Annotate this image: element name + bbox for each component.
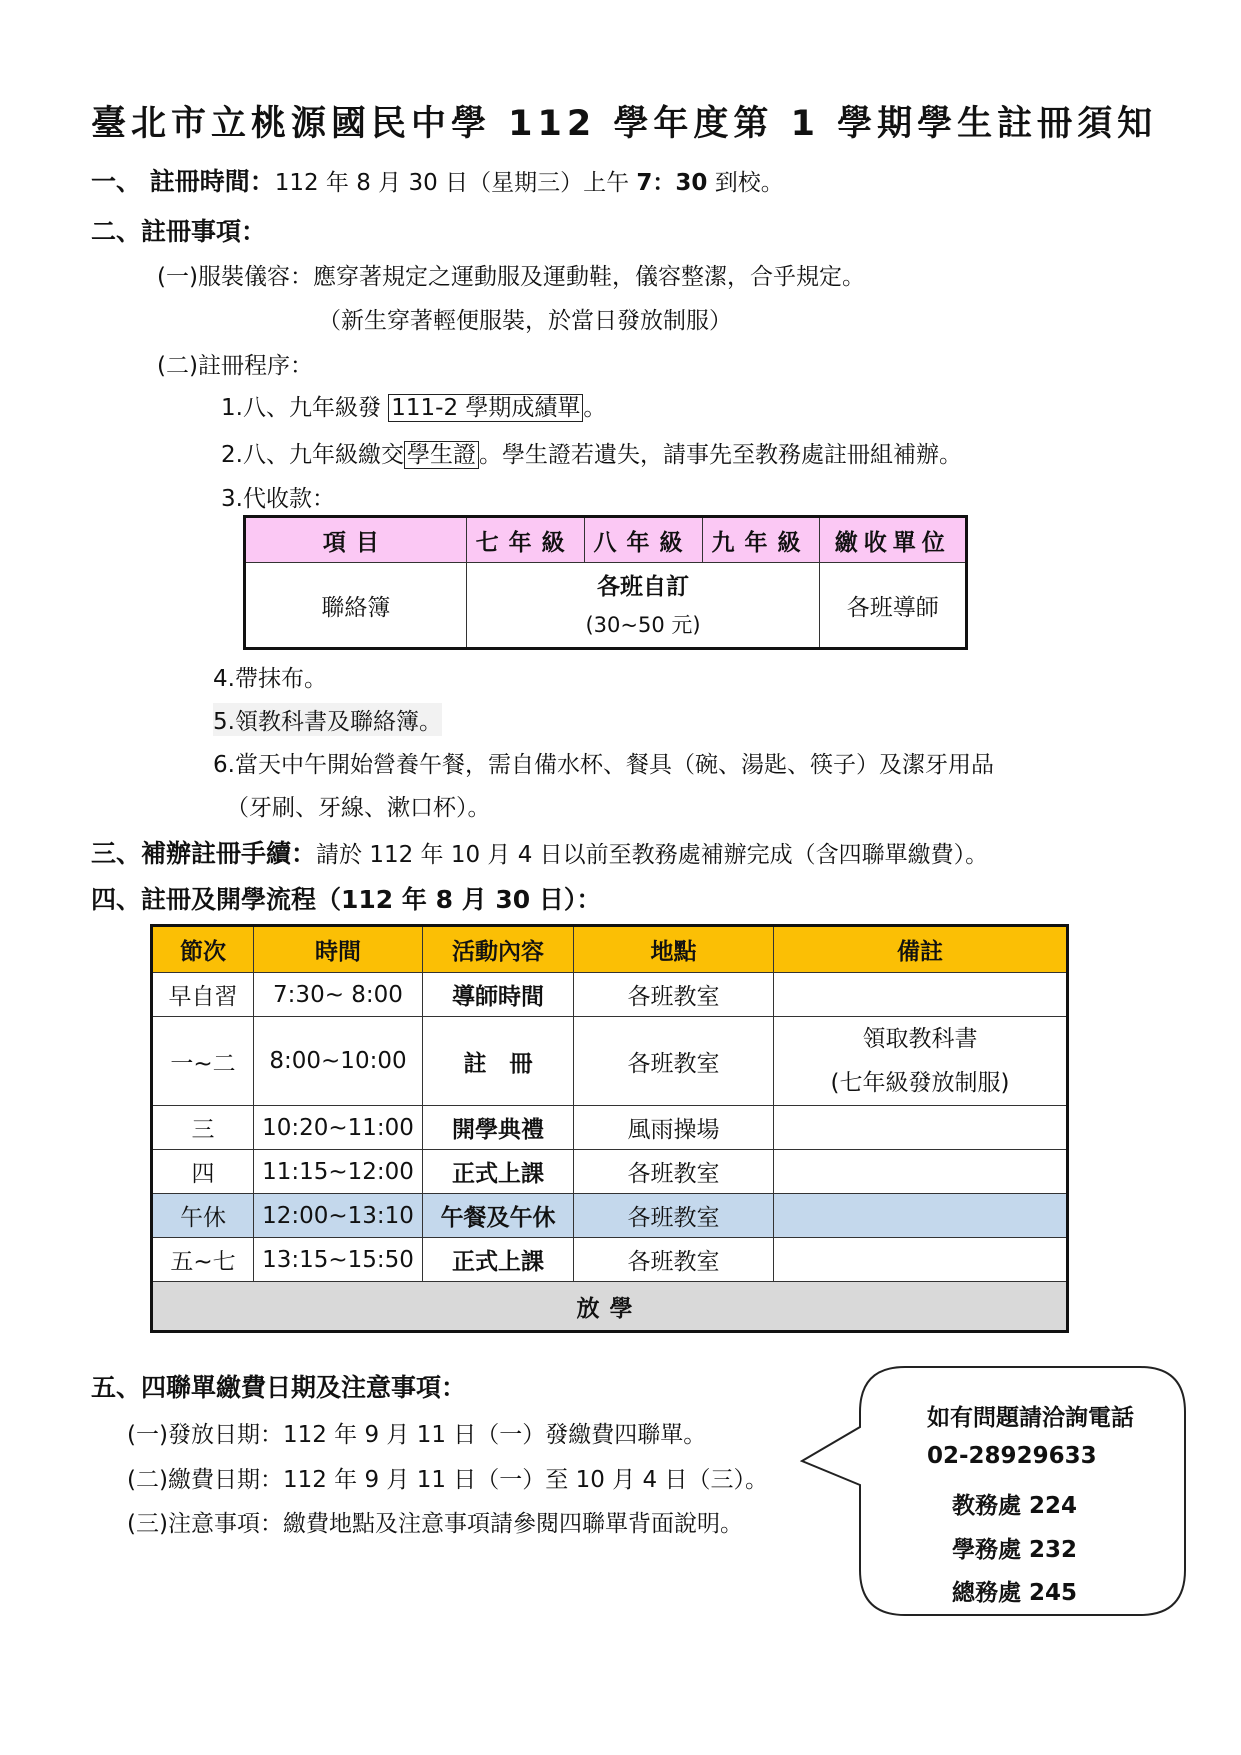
payment-item-2: (二)繳費日期：112 年 9 月 11 日（一）至 10 月 4 日（三）。 xyxy=(127,1467,768,1493)
time: 13:15~15:50 xyxy=(254,1238,423,1282)
section-5-heading: 五、四聯單繳費日期及注意事項： xyxy=(91,1373,467,1402)
section-4-heading: 四、註冊及開學流程（112 年 8 月 30 日）： xyxy=(91,885,602,914)
fee-amount-note: (30~50 元) xyxy=(585,613,701,637)
note xyxy=(774,1194,1068,1238)
schedule-table xyxy=(150,924,1069,1333)
place: 各班教室 xyxy=(574,1194,774,1238)
period: 早自習 xyxy=(152,973,254,1017)
schedule-header-note: 備註 xyxy=(774,926,1068,973)
activity: 正式上課 xyxy=(423,1150,574,1194)
note xyxy=(774,1238,1068,1282)
contact-bubble xyxy=(800,1365,1187,1617)
step-1-suffix: 。 xyxy=(583,395,607,421)
fee-table xyxy=(243,515,968,650)
note-detail: (七年級發放制服) xyxy=(830,1070,1010,1096)
schedule-header-time: 時間 xyxy=(254,926,423,973)
time: 10:20~11:00 xyxy=(254,1106,423,1150)
fee-header-grade8: 八年級 xyxy=(584,517,702,563)
registration-time: 7：30 xyxy=(636,170,708,196)
schedule-header-place: 地點 xyxy=(574,926,774,973)
table-row xyxy=(152,1106,1068,1150)
time: 11:15~12:00 xyxy=(254,1150,423,1194)
time: 8:00~10:00 xyxy=(254,1017,423,1106)
section-1-heading: 一、 註冊時間： xyxy=(91,167,275,196)
period: 三 xyxy=(152,1106,254,1150)
step-2-prefix: 2.八、九年級繳交 xyxy=(221,442,404,468)
step-1-prefix: 1.八、九年級發 xyxy=(221,395,381,421)
registration-date: 112 年 8 月 30 日（星期三）上午 xyxy=(274,170,630,196)
time: 7:30~ 8:00 xyxy=(254,973,423,1017)
table-row xyxy=(152,1150,1068,1194)
place: 各班教室 xyxy=(574,1017,774,1106)
registration-suffix: 到校。 xyxy=(714,170,784,196)
place: 各班教室 xyxy=(574,1150,774,1194)
time: 12:00~13:10 xyxy=(254,1194,423,1238)
activity: 午餐及午休 xyxy=(423,1194,574,1238)
contact-ext-general: 總務處 245 xyxy=(952,1580,1078,1606)
schedule-header-period: 節次 xyxy=(152,926,254,973)
fee-unit: 各班導師 xyxy=(820,563,967,649)
period: 四 xyxy=(152,1150,254,1194)
step-2-suffix: 。學生證若遺失，請事先至教務處註冊組補辦。 xyxy=(478,442,962,468)
schedule-header xyxy=(152,926,1068,973)
step-1 xyxy=(221,389,606,422)
activity: 註 冊 xyxy=(423,1017,574,1106)
section-3-heading: 三、補辦註冊手續： xyxy=(91,839,317,868)
period: 五~七 xyxy=(152,1238,254,1282)
place: 風雨操場 xyxy=(574,1106,774,1150)
table-row xyxy=(152,1194,1068,1238)
table-row xyxy=(152,973,1068,1017)
step-6-continued: （牙刷、牙線、漱口杯）。 xyxy=(226,795,491,821)
fee-item: 聯絡簿 xyxy=(245,563,467,649)
table-row xyxy=(152,1017,1068,1106)
note xyxy=(774,973,1068,1017)
step-5: 5.領教科書及聯絡簿。 xyxy=(213,703,442,736)
contact-phone: 02-28929633 xyxy=(927,1443,1097,1469)
table-row xyxy=(152,1238,1068,1282)
note: 領取教科書 xyxy=(862,1026,978,1052)
student-id-box: 學生證 xyxy=(404,441,479,469)
fee-header-grade9: 九年級 xyxy=(702,517,820,563)
section-2-heading: 二、註冊事項： xyxy=(91,217,267,246)
fee-table-row xyxy=(245,563,967,649)
fee-amount: 各班自訂 xyxy=(597,574,690,600)
activity: 導師時間 xyxy=(423,973,574,1017)
step-3: 3.代收款： xyxy=(221,486,335,512)
fee-header-grade7: 七年級 xyxy=(466,517,584,563)
page-title: 臺北市立桃源國民中學 112 學年度第 1 學期學生註冊須知 xyxy=(91,104,1158,144)
contact-ext-student: 學務處 232 xyxy=(952,1537,1078,1563)
note xyxy=(774,1106,1068,1150)
schedule-header-activity: 活動內容 xyxy=(423,926,574,973)
activity: 正式上課 xyxy=(423,1238,574,1282)
fee-header-unit: 繳收單位 xyxy=(820,517,967,563)
place: 各班教室 xyxy=(574,973,774,1017)
report-card-box: 111-2 學期成績單 xyxy=(388,394,583,422)
section-registration-time xyxy=(91,162,784,198)
fee-amount-cell xyxy=(466,563,820,649)
dress-code-item: (一)服裝儀容：應穿著規定之運動服及運動鞋，儀容整潔，合乎規定。 xyxy=(157,264,865,290)
fee-header-item: 項目 xyxy=(245,517,467,563)
section-late-registration xyxy=(91,834,988,870)
step-4: 4.帶抹布。 xyxy=(213,666,327,692)
period: 一~二 xyxy=(152,1017,254,1106)
note xyxy=(774,1150,1068,1194)
dismissal-row xyxy=(152,1282,1068,1332)
place: 各班教室 xyxy=(574,1238,774,1282)
contact-title: 如有問題請洽詢電話 xyxy=(927,1405,1134,1431)
period: 午休 xyxy=(152,1194,254,1238)
step-6: 6.當天中午開始營養午餐，需自備水杯、餐具（碗、湯匙、筷子）及潔牙用品 xyxy=(213,752,994,778)
dismissal: 放學 xyxy=(152,1282,1068,1332)
payment-item-3: (三)注意事項：繳費地點及注意事項請參閱四聯單背面說明。 xyxy=(127,1511,743,1537)
payment-item-1: (一)發放日期：112 年 9 月 11 日（一）發繳費四聯單。 xyxy=(127,1422,707,1448)
step-2 xyxy=(221,436,962,469)
registration-procedure-heading: (二)註冊程序： xyxy=(157,353,313,379)
activity: 開學典禮 xyxy=(423,1106,574,1150)
note-cell xyxy=(774,1017,1068,1106)
contact-ext-academic: 教務處 224 xyxy=(952,1493,1078,1519)
dress-code-note: （新生穿著輕便服裝，於當日發放制服） xyxy=(318,308,732,334)
late-registration-text: 請於 112 年 10 月 4 日以前至教務處補辦完成（含四聯單繳費）。 xyxy=(316,842,989,868)
fee-table-header xyxy=(245,517,967,563)
